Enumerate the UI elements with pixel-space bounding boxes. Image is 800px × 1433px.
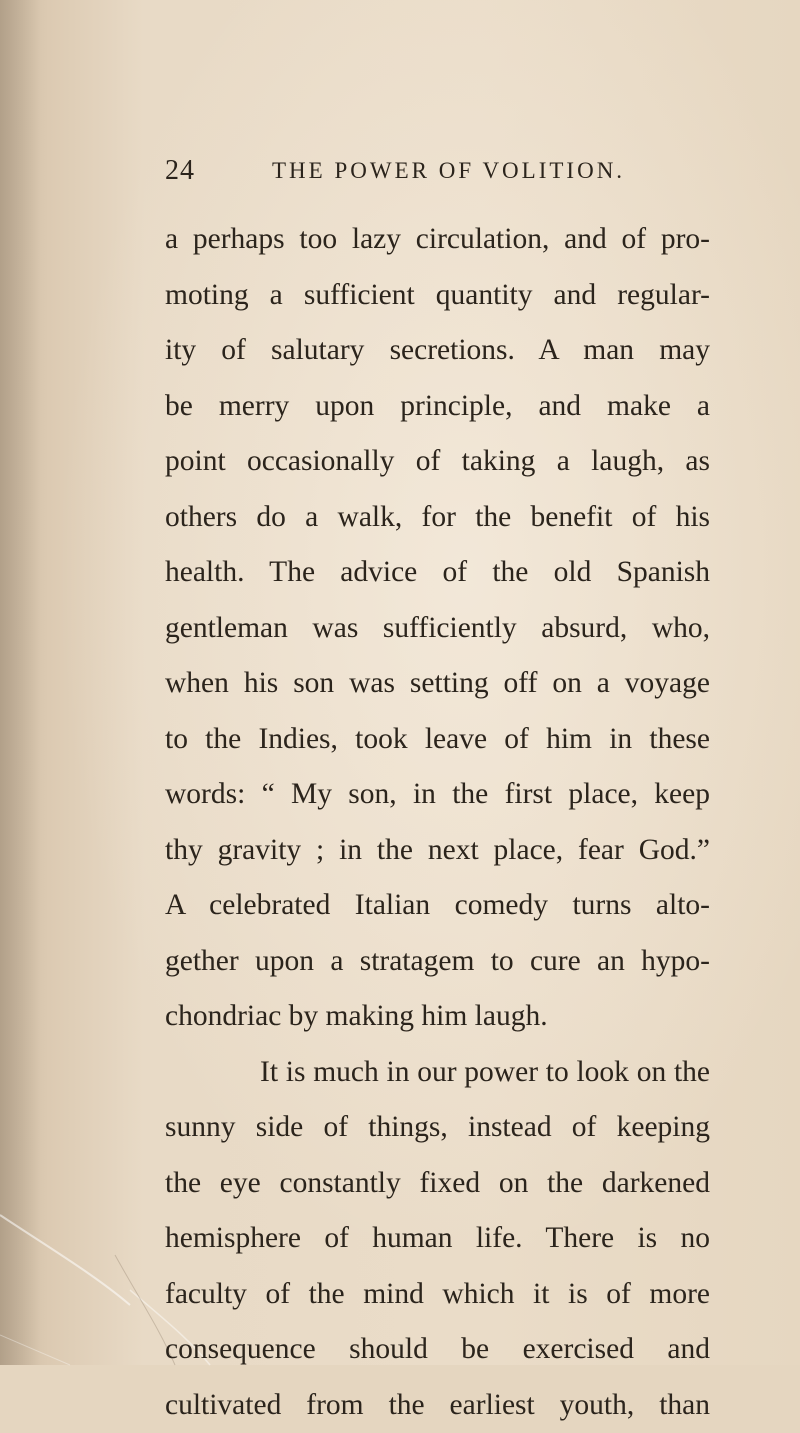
text-line: health. The advice of the old Spanish (165, 545, 710, 601)
page-number: 24 (165, 155, 195, 187)
text-line: point occasionally of taking a laugh, as (165, 434, 710, 490)
text-line: consequence should be exercised and (165, 1322, 710, 1378)
text-line: chondriac by making him laugh. (165, 989, 710, 1045)
text-line: be merry upon principle, and make a (165, 379, 710, 435)
text-line: A celebrated Italian comedy turns alto- (165, 878, 710, 934)
text-line: others do a walk, for the benefit of his (165, 490, 710, 546)
running-head-title: THE POWER OF VOLITION. (272, 158, 625, 184)
text-line: a perhaps too lazy circulation, and of pro- (165, 212, 710, 268)
text-line: when his son was setting off on a voyage (165, 656, 710, 712)
text-line: cultivated from the earliest youth, than (165, 1378, 710, 1433)
paragraph-1 (165, 212, 710, 1045)
text-line: gether upon a stratagem to cure an hypo- (165, 934, 710, 990)
text-line: hemisphere of human life. There is no (165, 1211, 710, 1267)
text-line: thy gravity ; in the next place, fear God.” (165, 823, 710, 879)
running-header (165, 155, 710, 195)
body-text (165, 212, 710, 1433)
text-line: faculty of the mind which it is of more (165, 1267, 710, 1323)
text-line: It is much in our power to look on the (165, 1045, 710, 1101)
text-line: moting a sufficient quantity and regular- (165, 268, 710, 324)
text-line: sunny side of things, instead of keeping (165, 1100, 710, 1156)
text-line: words: “ My son, in the first place, keep (165, 767, 710, 823)
text-line: gentleman was sufficiently absurd, who, (165, 601, 710, 657)
text-line: the eye constantly fixed on the darkened (165, 1156, 710, 1212)
text-line: to the Indies, took leave of him in these (165, 712, 710, 768)
paragraph-2 (165, 1045, 710, 1433)
text-line: ity of salutary secretions. A man may (165, 323, 710, 379)
